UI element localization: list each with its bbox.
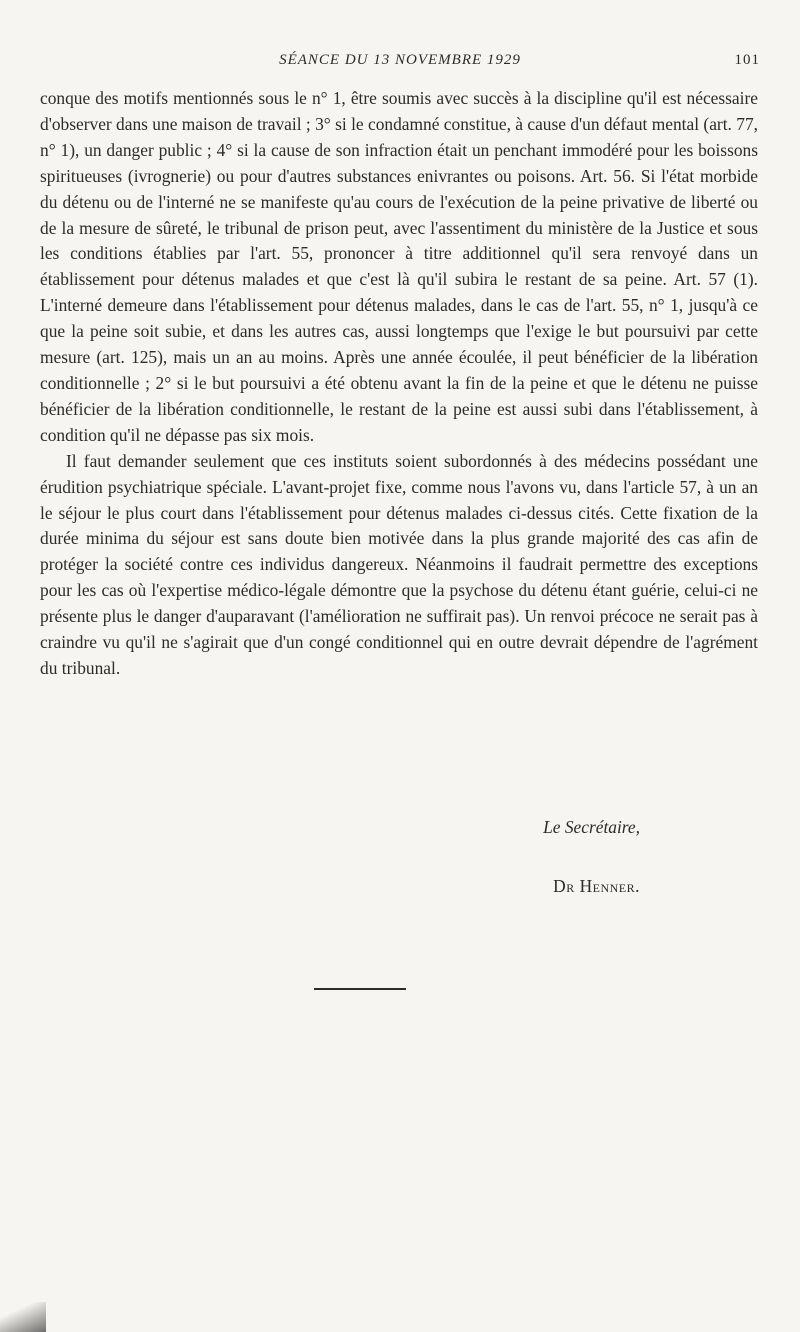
running-title: SÉANCE DU 13 NOVEMBRE 1929: [279, 52, 521, 68]
separator-rule: [314, 988, 406, 990]
paragraph: Il faut demander seulement que ces instituts soient subordonnés à des médecins possédant une érudition psychiatrique spéciale. L'avant-projet fixe, comme nous l'avons vu, dans l'article 57, à un an le séjour le plus court dans l'établissement pour détenus malades ci-dessus cités. Cette fixation de la durée minima du séjour est sans doute bien motivée dans la plus grande majorité des cas afin de protéger la société contre ces individus dangereux. Néanmoins il faudrait permettre des exceptions pour les cas où l'expertise médico-légale démontre que la psychose du détenu étant guérie, celui-ci ne présente plus le danger d'auparavant (l'amélioration ne suffirait pas). Un renvoi précoce ne serait pas à craindre vu qu'il ne s'agirait que d'un congé conditionnel qui en outre devrait dépendre de l'agrément du tribunal.: [40, 450, 758, 678]
signature-role: Le Secrétaire,: [543, 817, 640, 837]
page-number: 101: [734, 52, 760, 68]
body-text: [40, 86, 758, 682]
paragraph: conque des motifs mentionnés sous le n° 1, être soumis avec succès à la discipline qu'il est nécessaire d'observer dans une maison de travail ; 3° si le condamné constitue, à cause d'un défaut mental (art. 77, n° 1), un danger public ; 4° si la cause de son infraction était un penchant immodéré pour les boissons spiritueuses (ivrognerie) ou pour d'autres substances enivrantes ou poisons. Art. 56. Si l'état morbide du détenu ou de l'interné ne se manifeste qu'au cours de l'exécution de la peine privative de liberté ou de la mesure de sûreté, le tribunal de prison peut, avec l'assentiment du ministère de la Justice et sous les conditions établies par l'art. 55, prononcer à titre additionnel qu'il sera renvoyé dans un établissement pour détenus malades et que c'est là qu'il subira le restant de sa peine. Art. 57 (1). L'interné demeure dans l'établissement pour détenus malades, dans le cas de l'art. 55, n° 1, jusqu'à ce que la peine soit subie, et dans les autres cas, aussi longtemps que l'exige le but poursuivi par cette mesure (art. 125), mais un an au moins. Après une année écoulée, il peut bénéficier de la libération conditionnelle ; 2° si le but poursuivi a été obtenu avant la fin de la peine et que le détenu ne puisse bénéficier de la libération conditionnelle, le restant de la peine est aussi subi dans l'établissement, à condition qu'il ne dépasse pas six mois.: [40, 88, 758, 445]
signature-name: Dr Henner.: [553, 876, 640, 896]
scan-edge-shadow: [0, 1302, 46, 1332]
